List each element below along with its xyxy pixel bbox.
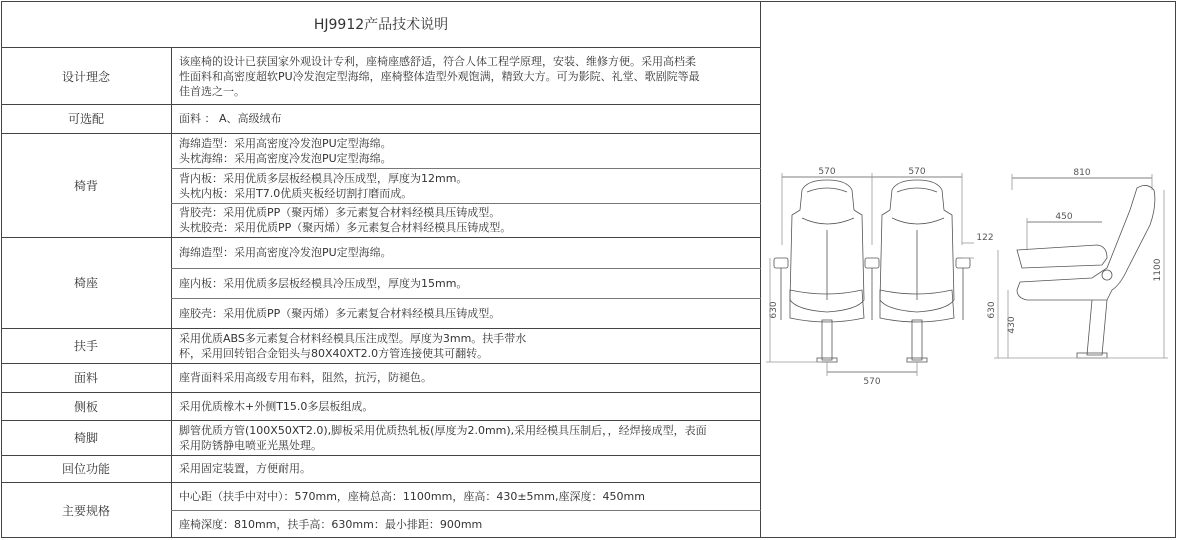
row-content-armrest — [171, 328, 760, 363]
dim-label-seat-depth: 450 — [1055, 212, 1073, 222]
text-line: 座内板：采用优质多层板经模具冷压成型，厚度为15mm。 — [179, 276, 468, 290]
row-content-back-foam — [171, 133, 760, 168]
row-content-side — [171, 392, 760, 420]
text-line: 中心距（扶手中对中）：570mm，座椅总高：1100mm，座高：430±5mm,座深度：450mm — [179, 489, 645, 503]
row-content-design — [171, 48, 760, 104]
text-line: 座背面料采用高级专用布料，阻然，抗污，防褪色。 — [179, 371, 432, 384]
text-line: 头枕海绵：采用高密度冷发泡PU定型海绵。 — [179, 151, 392, 165]
text-line: 杯，采用回转铝合金铝头与80X40XT2.0方管连接使其可翻转。 — [179, 346, 489, 360]
row-content-seat-shell — [171, 298, 760, 328]
row-content-return — [171, 455, 760, 482]
text-line: 采用固定装置，方便耐用。 — [179, 462, 311, 475]
dim-label-front-left: 570 — [818, 167, 836, 177]
text-line: 海绵造型：采用高密度冷发泡PU定型海绵。 — [179, 136, 392, 150]
text-line: 采用防锈静电喷亚光黑处理。 — [179, 438, 322, 452]
row-content-legs — [171, 420, 760, 455]
column-divider — [760, 1, 761, 538]
row-content-fabric — [171, 363, 760, 392]
dim-label-front-right: 570 — [908, 167, 926, 177]
text-line: 性面料和高密度超软PU冷发泡定型海绵，座椅整体造型外观饱满，精致大方。可为影院、礼堂、歌剧院等最 — [179, 69, 700, 83]
row-content-options — [171, 104, 760, 133]
text-line: 头枕胶壳：采用优质PP（聚丙烯）多元素复合材料经模具压铸成型。 — [179, 221, 512, 234]
dim-label-arm-height: 630 — [987, 301, 997, 319]
dim-label-side-depth: 810 — [1073, 168, 1091, 178]
page-title: HJ9912产品技术说明 — [1, 1, 761, 48]
text-line: 海绵造型：采用高密度冷发泡PU定型海绵。 — [179, 246, 392, 259]
row-label-fabric: 面料 — [73, 371, 98, 385]
text-line: 背内板：采用优质多层板经模具冷压成型，厚度为12mm。 — [179, 171, 468, 185]
dim-label-armrest-offset: 122 — [976, 233, 994, 243]
dim-label-seat-height: 430 — [1007, 316, 1017, 334]
text-line: 背胶壳：采用优质PP（聚丙烯）多元素复合材料经模具压铸成型。 — [179, 206, 501, 219]
text-line: 佳首选之一。 — [179, 84, 245, 98]
text-line: 座胶壳：采用优质PP（聚丙烯）多元素复合材料经模具压铸成型。 — [179, 306, 501, 320]
side-view — [994, 174, 1168, 358]
dim-label-total-height: 1100 — [1153, 258, 1163, 282]
row-content-seat-board — [171, 268, 760, 298]
text-line: 座椅深度：810mm，扶手高：630mm：最小排距：900mm — [179, 517, 483, 531]
row-content-back-shell — [171, 203, 760, 237]
text-line: 采用优质ABS多元素复合材料经模具压注成型。厚度为3mm。扶手带水 — [179, 331, 527, 345]
row-label-return: 回位功能 — [61, 462, 110, 476]
text-line: 该座椅的设计已获国家外观设计专利，座椅座感舒适，符合人体工程学原理，安装、维修方便。采用高档柔 — [179, 54, 696, 68]
row-content-back-board — [171, 168, 760, 203]
text-line: 采用优质橡木+外侧T15.0多层板组成。 — [179, 399, 374, 413]
row-label-side: 侧板 — [73, 399, 98, 414]
row-label-back: 椅背 — [73, 178, 98, 193]
row-label-armrest: 扶手 — [73, 339, 98, 353]
row-content-specs-2 — [171, 510, 760, 538]
text-line: 脚管优质方管(100X50XT2.0),脚板采用优质热轧板(厚度为2.0mm),采用经模具压制后，，经焊接成型，表面 — [179, 423, 707, 437]
row-label-specs: 主要规格 — [61, 503, 110, 518]
dim-label-front-height: 630 — [769, 301, 779, 319]
text-line: 头枕内板：采用T7.0优质夹板经切割打磨而成。 — [179, 186, 413, 200]
dim-label-base: 570 — [863, 377, 881, 387]
row-label-seat: 椅座 — [73, 276, 98, 290]
chair-technical-drawing — [762, 150, 1176, 390]
row-label-options: 可选配 — [67, 112, 104, 126]
row-label-legs: 椅脚 — [73, 431, 98, 445]
row-content-seat-foam — [171, 237, 760, 268]
text-line: 面料 ： A、高级绒布 — [179, 112, 282, 125]
row-content-specs-1 — [171, 482, 760, 510]
row-label-design: 设计理念 — [61, 69, 110, 84]
